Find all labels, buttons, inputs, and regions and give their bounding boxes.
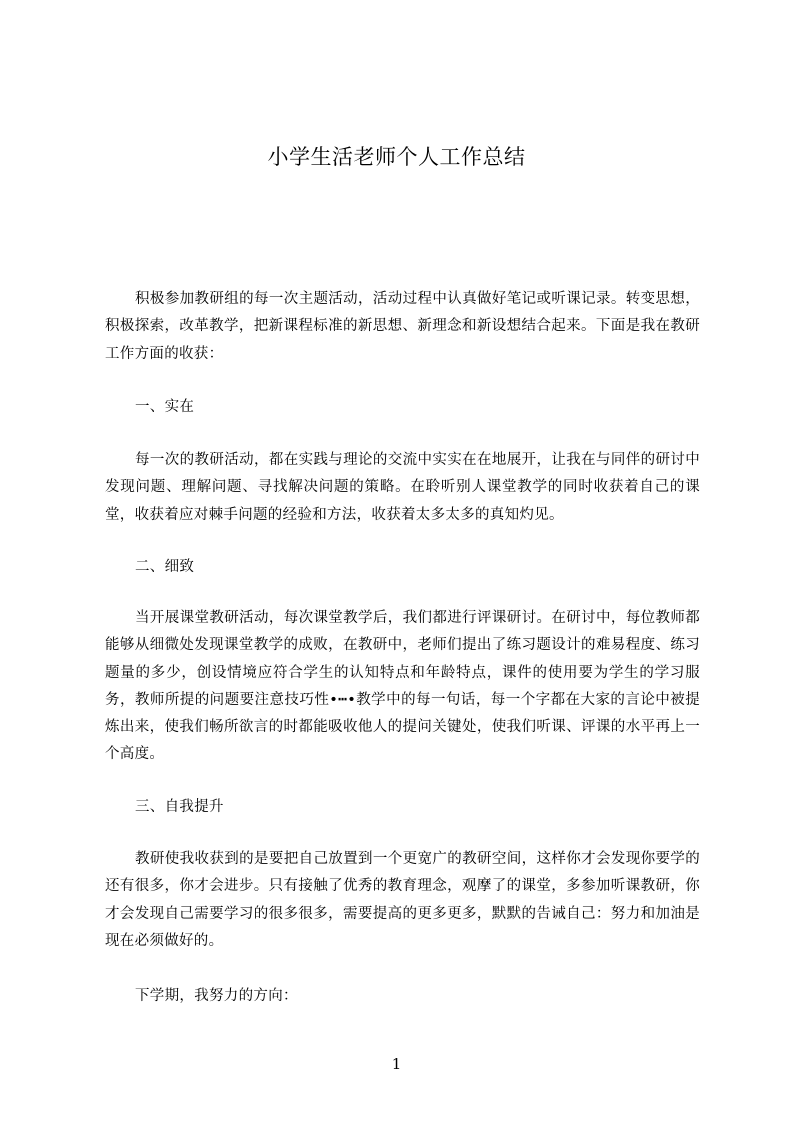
section-body-2: 当开展课堂教研活动，每次课堂教学后，我们都进行评课研讨。在研讨中，每位教师都能够从细微处发现课堂教学的成败，在教研中，老师们提出了练习题设计的难易程度、练习题量的多少，创设情境应符合学生的认知特点和年龄特点，课件的使用要为学生的学习服务，教师所提的问题要注意技巧性•┅•教学中的每一句话，每一个字都在大家的言论中被提炼出来，使我们畅所欲言的时都能吸收他人的提问关键处，使我们听课、评课的水平再上一个高度。: [105, 610, 700, 763]
intro-paragraph: 积极参加教研组的每一次主题活动，活动过程中认真做好笔记或听课记录。转变思想，积极探索，改革教学，把新课程标准的新思想、新理念和新设想结合起来。下面是我在教研工作方面的收获：: [105, 291, 700, 362]
page-number: 1: [391, 1055, 402, 1073]
section-heading-3: 三、自我提升: [135, 799, 224, 815]
document-title: 小学生活老师个人工作总结: [267, 145, 526, 169]
section-body-1: 每一次的教研活动，都在实践与理论的交流中实实在在地展开，让我在与同伴的研讨中发现问题、理解问题、寻找解决问题的策略。在聆听别人课堂教学的同时收获着自己的课堂，收获着应对棘手问题的经验和方法，收获着太多太多的真知灼见。: [105, 452, 700, 523]
closing-line: 下学期，我努力的方向：: [135, 988, 298, 1004]
section-heading-2: 二、细致: [135, 559, 195, 575]
section-heading-1: 一、实在: [135, 399, 195, 415]
section-body-3: 教研使我收获到的是要把自己放置到一个更宽广的教研空间，这样你才会发现你要学的还有很多，你才会进步。只有接触了优秀的教育理念，观摩了的课堂，多参加听课教研，你才会发现自己需要学习的很多很多，需要提高的更多更多，默默的告诫自己：努力和加油是现在必须做好的。: [105, 851, 700, 949]
